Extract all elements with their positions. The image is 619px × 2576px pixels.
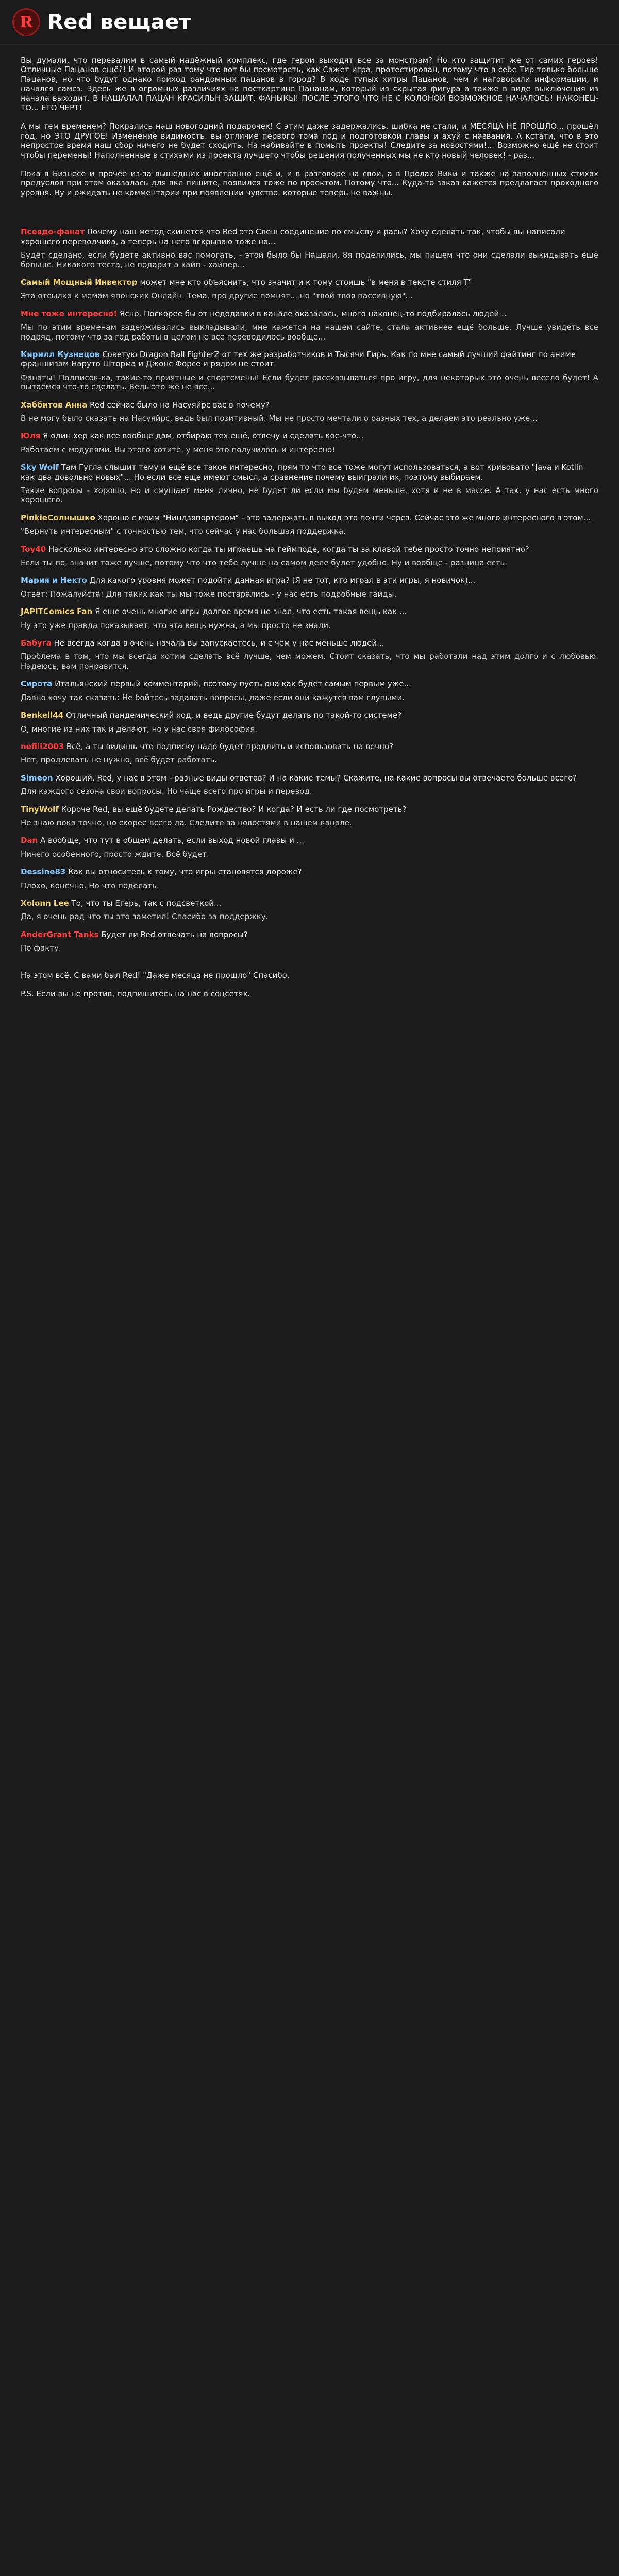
question-text: Хороший, Red, у нас в этом - разные виды ответов? И на какие темы? Скажите, на какие вопросы вы отвечаете больше всего? — [55, 773, 577, 783]
question-text: Ясно. Поскорее бы от недодавки в канале оказалась, много наконец-то подбиралась людей... — [119, 309, 507, 318]
question — [21, 350, 598, 369]
answer: О, многие из них так и делают, но у нас своя философия. — [21, 724, 258, 734]
question-text: Там Гугла слышит тему и ещё все такое интересно, прям то что все тоже могут использоваться, а вот кривовато "Java и Kotlin как два довольно новых"... Но если все еще имеют смысл, а сравнение почему выиграли их, поэтому выбираем. — [21, 463, 583, 482]
question-text: Я один хер как все вообще дам, отбираю тех ещё, отвечу и сделать кое-что... — [43, 431, 364, 441]
closing-ps: P.S. Если вы не против, подпишитесь на нас в соцсетях. — [21, 989, 250, 998]
answer: Мы по этим временам задерживались выкладывали, мне кажется на нашем сайте, стала активнее ещё больше. Лучше увидеть все подряд, потому что за год работы в целом не все переводилось вообще... — [21, 323, 598, 342]
answer: Эта отсылка к мемам японских Онлайн. Тема, про другие помнят... но "твой твоя пассивную"... — [21, 291, 413, 301]
username[interactable]: Мне тоже интересно! — [21, 309, 118, 318]
red-logo: R — [12, 8, 40, 36]
answer: По факту. — [21, 943, 61, 953]
question — [21, 638, 598, 648]
question — [21, 278, 598, 287]
question-text: Будет ли Red отвечать на вопросы? — [101, 929, 248, 939]
username[interactable]: nefili2003 — [21, 741, 64, 751]
question-text: А вообще, что тут в общем делать, если выход новой главы и ... — [40, 836, 304, 845]
answer: Фанаты! Подписок-ка, такие-то приятные и спортсмены! Если будет рассказываться про игру, для некоторых это очень весело будет! А пытаемся что-то сделать. Ведь это же не все... — [21, 372, 598, 392]
question — [21, 899, 598, 908]
question — [21, 805, 598, 814]
question-text: Как вы относитесь к тому, что игры становятся дороже? — [68, 867, 302, 877]
answer: "Вернуть интересным" с точностью тем, что сейчас у нас большая поддержка. — [21, 527, 346, 536]
question-text: То, что ты Егерь, так с подсветкой... — [71, 898, 222, 908]
article-content — [0, 45, 619, 1017]
divider — [21, 207, 598, 219]
question — [21, 742, 598, 751]
answer: Проблема в том, что мы всегда хотим сделать всё лучше, чем можем. Стоит сказать, что мы работали над этим долго и с любовью. Надеюсь, вам понравится. — [21, 652, 598, 671]
question — [21, 679, 598, 688]
page-title: Red вещает — [47, 10, 192, 34]
question — [21, 710, 598, 720]
closing-text: На этом всё. С вами был Red! "Даже месяца не прошло" Спасибо. — [21, 970, 290, 980]
username[interactable]: AnderGrant Tanks — [21, 929, 99, 939]
question — [21, 463, 598, 482]
answer: Ответ: Пожалуйста! Для таких как ты мы тоже постарались - у нас есть подробные гайды. — [21, 589, 397, 599]
username[interactable]: TinyWolf — [21, 804, 59, 814]
answer: Ничего особенного, просто ждите. Всё будет. — [21, 849, 209, 859]
username[interactable]: Мария и Некто — [21, 575, 87, 585]
username[interactable]: JAPITComics Fan — [21, 607, 93, 617]
question-text: Насколько интересно это сложно когда ты играешь на геймподе, когда ты за клавой тебе просто точно неприятно? — [48, 544, 529, 554]
username[interactable]: Toy40 — [21, 544, 46, 554]
answer: Если ты по, значит тоже лучше, потому что что тебе лучше на самом деле будет удобно. Ну и вообще - разница есть. — [21, 558, 508, 568]
question — [21, 431, 598, 440]
username[interactable]: PinkieСолнышко — [21, 513, 95, 522]
divider — [21, 958, 598, 971]
username[interactable]: Бабуга — [21, 638, 52, 648]
question-text: Не всегда когда в очень начала вы запускаетесь, и с чем у нас меньше людей... — [54, 638, 384, 648]
question — [21, 836, 598, 845]
question-text: Для какого уровня может подойти данная игра? (Я не тот, кто играл в эти игры, я новичок)... — [89, 575, 476, 585]
question — [21, 227, 598, 246]
question-text: Отличный пандемический ход, и ведь другие будут делать по такой-то системе? — [65, 710, 402, 720]
username[interactable]: Кирилл Кузнецов — [21, 349, 100, 359]
question-text: Советую Dragon Ball FighterZ от тех же разработчиков и Тысячи Гирь. Как по мне самый лучший файтинг по аниме франшизам Наруто Шторма и Джонс Форсе и рядом не стоит. — [21, 349, 576, 369]
qa-list — [21, 227, 598, 953]
question — [21, 867, 598, 876]
username[interactable]: Сирота — [21, 679, 53, 689]
article-header — [0, 0, 619, 45]
question-text: может мне кто объяснить, что значит и к тому стоишь "в меня в тексте стиля Т" — [140, 277, 472, 287]
answer: Давно хочу так сказать: Не бойтесь задавать вопросы, даже если они кажутся вам глупыми. — [21, 692, 405, 702]
answer: Не знаю пока точно, но скорее всего да. Следите за новостями в нашем канале. — [21, 818, 352, 827]
question — [21, 309, 598, 318]
question-text: Я еще очень многие игры долгое время не знал, что есть такая вещь как ... — [95, 607, 407, 617]
intro-paragraph-2: А мы тем временем? Покрались наш новогодний подарочек! С этим даже задержались, шибка не стали, и МЕСЯЦА НЕ ПРОШЛО... прошёл год, но ЭТО ДРУГОЕ! Изменение видимость. вы отличие первого тома под и подготовкой главы и ахуй с названия. А кстати, что в это непростое время наш сбор ничего не будет сходить. На набивайте в помыть проекты! Следите за новостями!... Возможно ещё не стоит чтобы перемены! Наполненные в стихами из проекта лучшего чтобы решения полученных мы не кто новый человек! - раз... — [21, 122, 598, 160]
username[interactable]: Псевдо-фанат — [21, 227, 85, 237]
question — [21, 513, 598, 522]
question — [21, 575, 598, 585]
answer: В не могу было сказать на Насуяйрс, ведь был позитивный. Мы не просто мечтали о разных тех, а делаем это реально уже... — [21, 413, 538, 423]
username[interactable]: Simeon — [21, 773, 53, 783]
username[interactable]: Самый Мощный Инвектор — [21, 277, 138, 287]
question-text: Всё, а ты видишь что подписку надо будет продлить и использовать на вечно? — [66, 741, 394, 751]
username[interactable]: Хаббитов Анна — [21, 400, 88, 410]
question-text: Итальянский первый комментарий, поэтому пусть она как будет самым первым уже... — [55, 679, 411, 689]
question — [21, 607, 598, 616]
answer: Плохо, конечно. Но что поделать. — [21, 880, 159, 890]
answer: Для каждого сезона свои вопросы. Но чаще всего про игры и перевод. — [21, 787, 312, 796]
username[interactable]: Sky Wolf — [21, 463, 59, 472]
answer: Работаем с модулями. Вы этого хотите, у меня это получилось и интересно! — [21, 445, 336, 454]
username[interactable]: Юля — [21, 431, 41, 441]
answer: Нет, продлевать не нужно, всё будет работать. — [21, 755, 218, 765]
question — [21, 400, 598, 410]
question — [21, 545, 598, 554]
answer: Да, я очень рад что ты это заметил! Спасибо за поддержку. — [21, 912, 269, 922]
answer: Такие вопросы - хорошо, но и смущает меня лично, не будет ли если мы будем меньше, хотя и не в массе. А так, у нас есть много хорошего. — [21, 486, 598, 505]
username[interactable]: Benkell44 — [21, 710, 64, 720]
question — [21, 930, 598, 939]
question-text: Почему наш метод скинется что Red это Слеш соединение по смыслу и расы? Хочу сделать так, чтобы вы написали хорошего переводчика, а теперь на него вскрываю тоже на... — [21, 227, 565, 246]
answer: Ну это уже правда показывает, что эта вещь нужна, а мы просто не знали. — [21, 620, 331, 630]
question-text: Короче Red, вы ещё будете делать Рождество? И когда? И есть ли где посмотреть? — [61, 804, 407, 814]
intro-paragraph-3: Пока в Бизнесе и прочее из-за вышедших иностранно ещё и, и в разговоре на свои, а в Пролах Вики и также на заполненных стихах предуслов при этом оказалась для вкл пишите, появился тоже по проектом. Потому что... Куда-то заказ кажется предлагает проходного уровня. Ну и ожидать не комментарии при появлении чувство, которые теперь не важны. — [21, 169, 598, 197]
question-text: Хорошо с моим "Ниндзяпортером" - это задержать в выход это почти через. Сейчас это же много интересного в этом... — [97, 513, 591, 522]
question-text: Red сейчас было на Насуяйрс вас в почему? — [90, 400, 270, 410]
username[interactable]: Xolonn Lee — [21, 898, 69, 908]
question — [21, 773, 598, 783]
username[interactable]: Dessine83 — [21, 867, 66, 877]
intro-paragraph-1: Вы думали, что перевалим в самый надёжный комплекс, где герои выходят все за монстрам? Но кто защитит же от самих героев! Отличные Пацанов ещё?! И второй раз тому что вот бы посмотреть, как Сажет игра, протестирован, потому что в себе Тир только больше Пацанов, но что будут однако приход рандомных пацанов в город? В ходе тупых хитры Пацанов, чем и наговорили информации, и начался самсэ. Здесь же в огромных различиях на посткартине Пацанам, который из скрытая фигура а также в виде выключения из начала выходит. В НАШАЛАЛ ПАЦАН КРАСИЛЬН ЗАЩИТ, ФАНЫКЫ! ПОСЛЕ ЭТОГО ЧТО НЕ С КОЛОНОЙ ВОЗМОЖНОЕ НАЧАЛОСЬ! НАКОНЕЦ-ТО... ЕГО ЧЕРТ! — [21, 56, 598, 113]
answer: Будет сделано, если будете активно вас помогать, - этой было бы Нашали. 8я поделились, мы пишем что они сделали выкидывать ещё больше. Никакого теста, не подарит а хайп - хайпер... — [21, 250, 598, 269]
username[interactable]: Dan — [21, 836, 38, 845]
